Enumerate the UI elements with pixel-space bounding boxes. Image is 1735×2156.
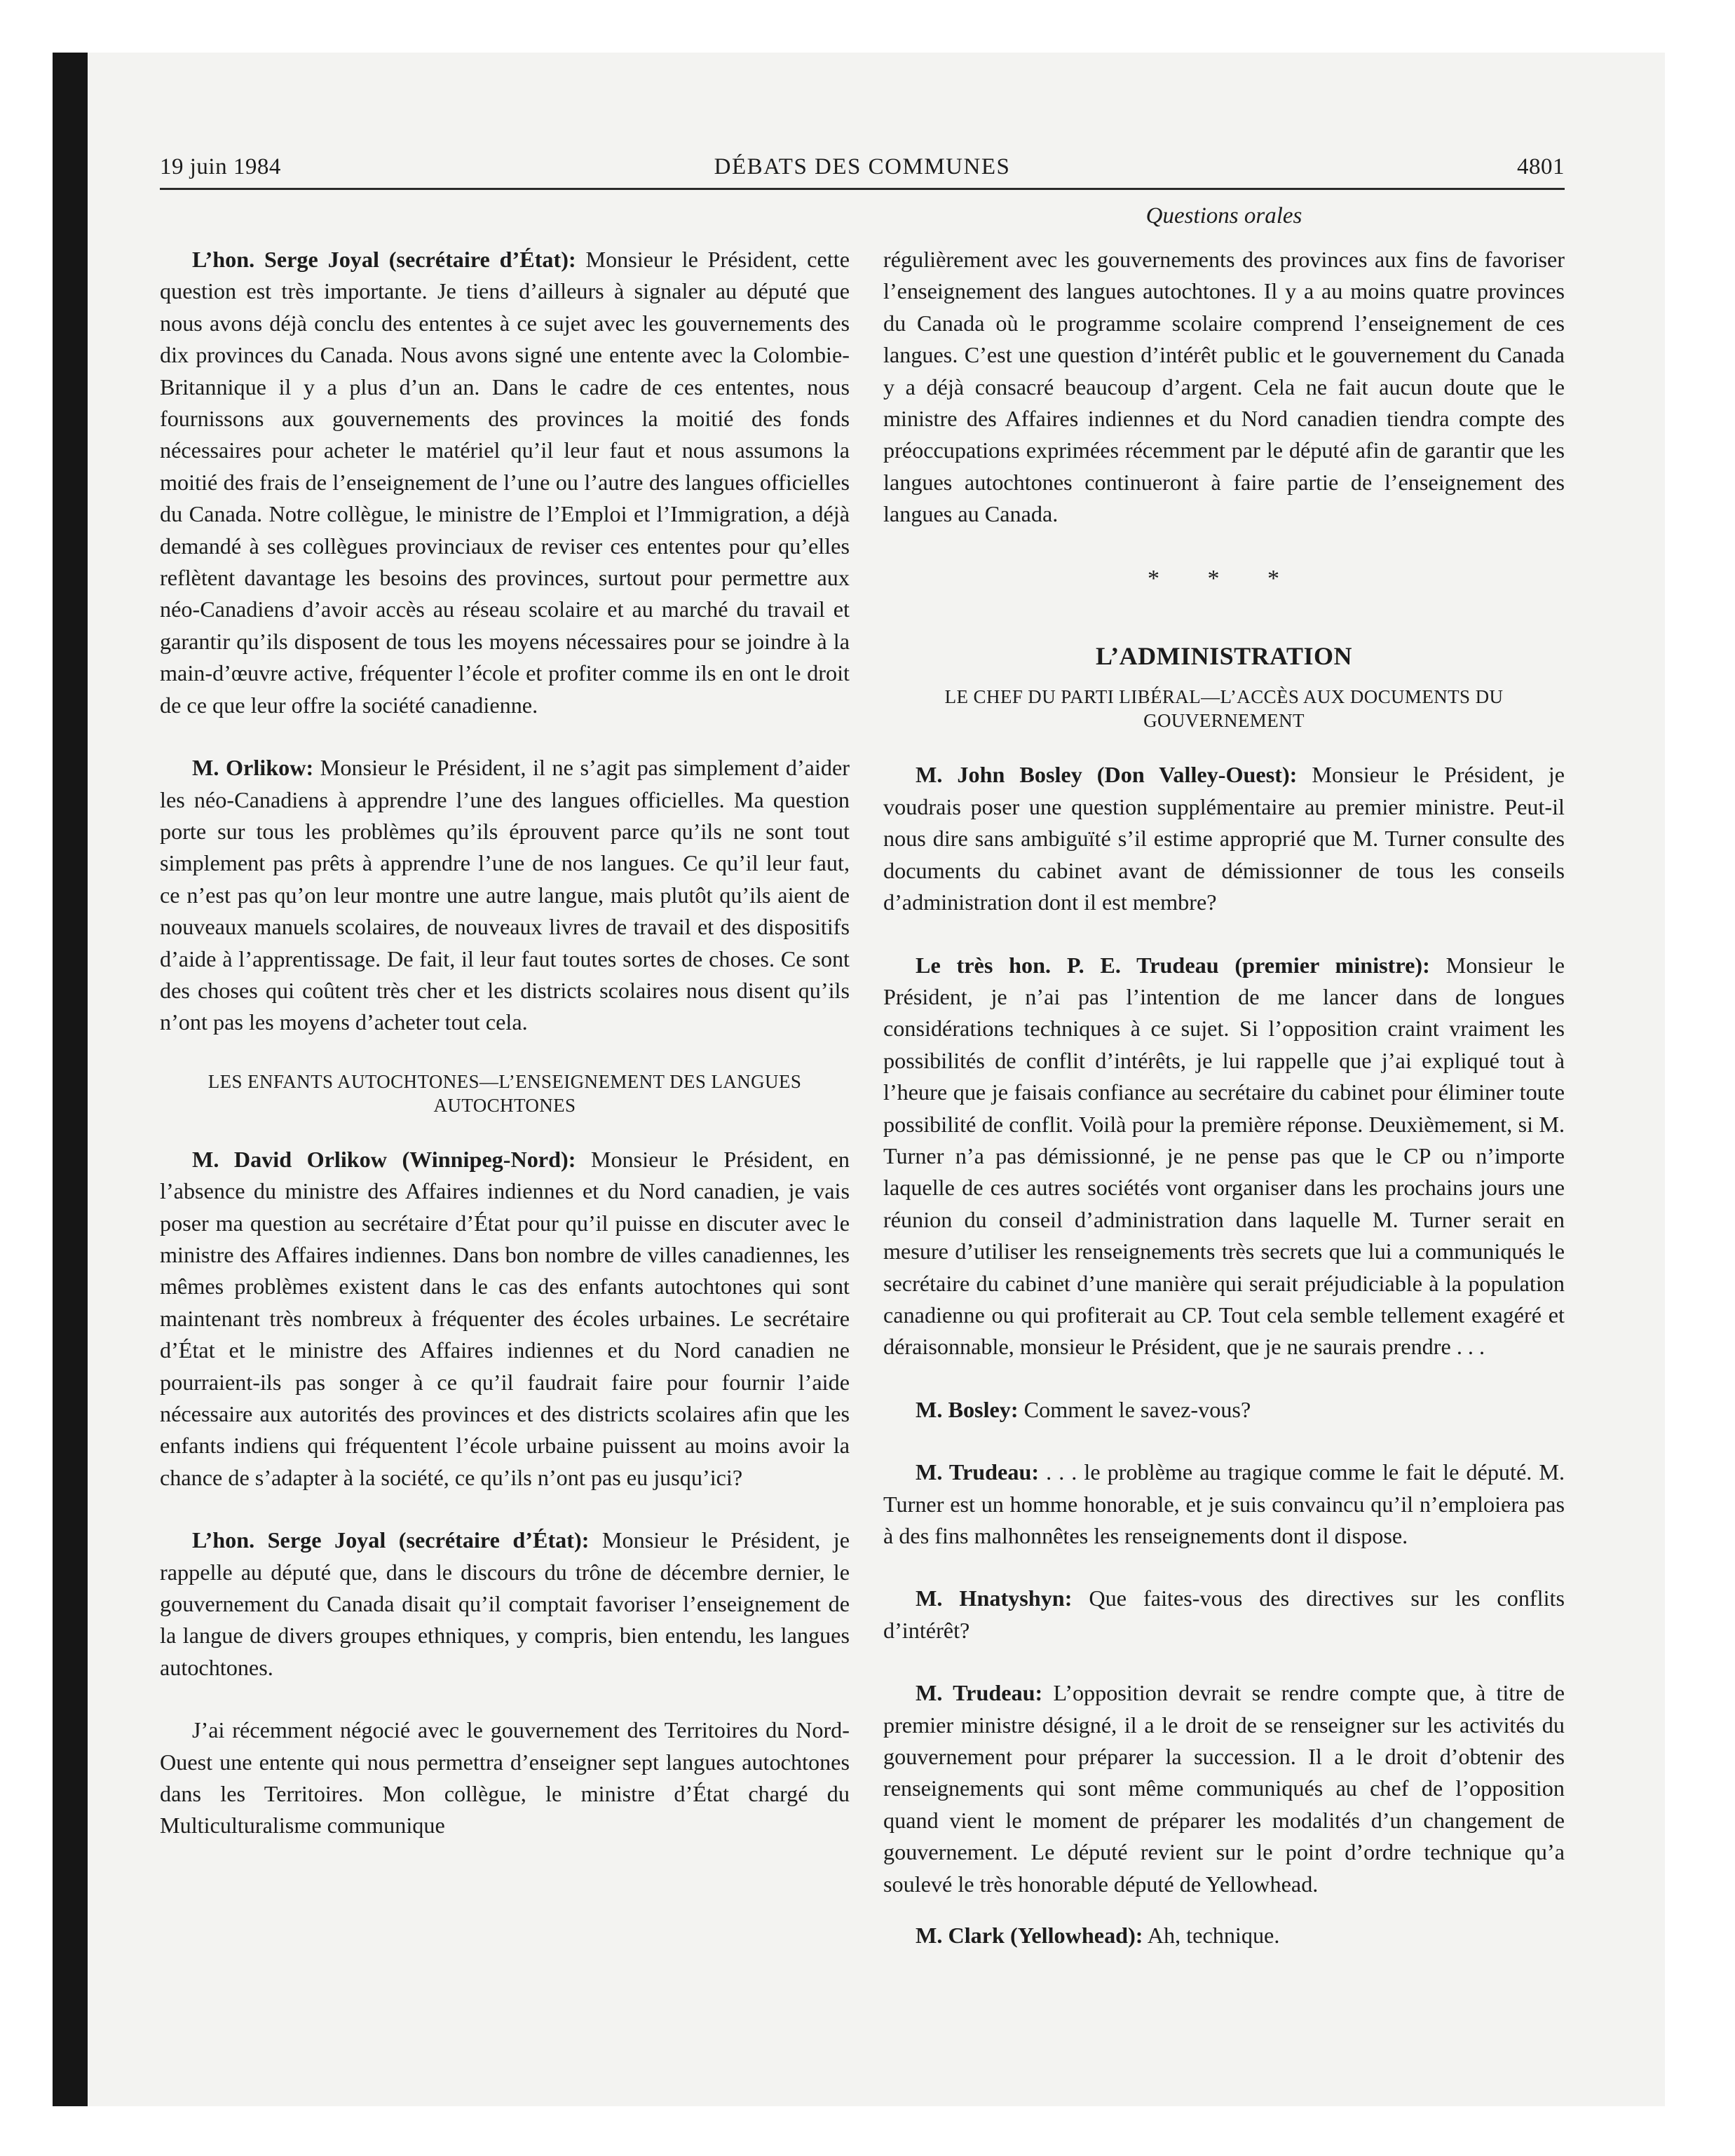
paragraph-trudeau-1 [883, 950, 1565, 1363]
paragraph-bosley-2 [883, 1394, 1565, 1426]
speaker-name: L’hon. Serge Joyal (secrétaire d’État): [192, 1527, 590, 1553]
speaker-name: Le très hon. P. E. Trudeau (premier ministre): [916, 952, 1430, 978]
speaker-name: M. Clark (Yellowhead): [916, 1923, 1143, 1949]
paragraph-clark [883, 1920, 1565, 1951]
header-date: 19 juin 1984 [160, 154, 281, 179]
paragraph-orlikow-2 [160, 1144, 850, 1494]
paragraph-orlikow-1 [160, 752, 850, 1039]
speech-text: Ah, technique. [1143, 1923, 1280, 1949]
speaker-name: M. John Bosley (Don Valley-Ouest): [916, 762, 1298, 788]
paragraph-joyal-3: J’ai récemment négocié avec le gouvernement des Territoires du Nord-Ouest une entente qui nous permettra d’enseigner sept langues autochtones dans les Territoires. Mon collègue, le ministre d’État chargé du Multiculturalisme communique [160, 1717, 850, 1838]
speech-text: Monsieur le Président, en l’absence du ministre des Affaires indiennes et du Nord canadien, je vais poser ma question au secrétaire d’État pour qu’il puisse en discuter avec le ministre des Affaires indiennes. Dans bon nombre de villes canadiennes, les mêmes problèmes existent dans le cas des enfants autochtones qui sont maintenant très nombreux à fréquenter des écoles urbaines. Le secrétaire d’État et le ministre des Affaires indiennes et du Nord canadien ne pourraient-ils pas songer à ce qu’il faudrait faire pour fournir l’aide nécessaire aux autorités des provinces et des districts scolaires afin que les enfants indiens qui fréquentent l’école urbaine puissent au moins avoir la chance de s’adapter à la société, ce qu’ils n’ont pas eu jusqu’ici? [160, 1146, 850, 1490]
topic-rubric: LE CHEF DU PARTI LIBÉRAL—L’ACCÈS AUX DOCUMENTS DU GOUVERNEMENT [944, 686, 1504, 732]
header-publication-title: DÉBATS DES COMMUNES [714, 154, 1011, 179]
speech-text: L’opposition devrait se rendre compte que, à titre de premier ministre désigné, il a le droit de se renseigner sur les activités du gouvernement pour préparer la succession. Il a le droit d’obtenir des renseignements qui sont même communiqués au chef de l’opposition quand vient le moment de préparer les modalités d’un changement de gouvernement. Le député revient sur le point d’ordre technique qu’a soulevé le très honorable député de Yellowhead. [883, 1680, 1565, 1897]
paragraph-continuation: régulièrement avec les gouvernements des provinces aux fins de favoriser l’enseignement des langues autochtones. Il y a au moins quatre provinces du Canada où le programme scolaire comprend l’enseignement de ces langues. C’est une question d’intérêt public et le gouvernement du Canada y a déjà consacré beaucoup d’argent. Cela ne fait aucun doute que le ministre des Affaires indiennes et du Nord canadien tiendra compte des préoccupations exprimées récemment par le député afin de garantir que les langues autochtones continueront à faire partie de l’enseignement des langues au Canada. [883, 247, 1565, 527]
speaker-name: M. Orlikow: [192, 755, 314, 781]
speech-text: Que faites-vous des directives sur les conflits d’intérêt? [883, 1585, 1565, 1643]
speaker-name: M. Trudeau: [916, 1459, 1040, 1485]
speaker-name: L’hon. Serge Joyal (secrétaire d’État): [192, 247, 576, 272]
section-subheading: Questions orales [1145, 203, 1302, 228]
speaker-name: M. Trudeau: [916, 1680, 1043, 1706]
speaker-name: M. David Orlikow (Winnipeg-Nord): [192, 1146, 576, 1172]
scan-binding-edge [53, 53, 88, 2106]
speech-text: Monsieur le Président, il ne s’agit pas simplement d’aider les néo-Canadiens à apprendre l’une des langues officielles. Ma question porte sur tous les problèmes qu’ils éprouvent parce qu’ils ne sont tout simplement pas prêts à apprendre l’une de nos langues. Ce qu’il leur faut, ce n’est pas qu’on leur montre une autre langue, mais plutôt qu’ils aient de nouveaux manuels scolaires, de nouveaux livres de travail et des dispositifs d’aide à l’apprentissage. De fait, il leur faut toutes sortes de choses. Ce sont des choses qui coûtent très cher et les districts scolaires nous disent qu’ils n’ont pas les moyens d’acheter tout cela. [160, 755, 850, 1035]
section-break-stars: * * * [1148, 565, 1300, 592]
right-column [883, 244, 1565, 1996]
paragraph-joyal-1 [160, 244, 850, 721]
paragraph-bosley-1 [883, 759, 1565, 918]
header-page-number: 4801 [1517, 154, 1565, 179]
speech-text: Monsieur le Président, je n’ai pas l’intention de me lancer dans de longues considérations techniques à ce sujet. Si l’opposition craint vraiment les possibilités de conflit d’intérêts, je lui rappelle que j’ai expliqué tout à l’heure que je faisais confiance au secrétaire du cabinet pour éliminer toute possibilité de conflit. Voilà pour la première réponse. Deuxièmement, si M. Turner n’a pas démissionné, je ne pense pas que le CP ou n’importe laquelle de ces autres sociétés vont organiser dans les prochains jours une réunion du conseil d’administration dans laquelle M. Turner serait en mesure d’utiliser les renseignements très secrets que lui a communiqués le secrétaire du cabinet d’une manière qui serait préjudiciable à la population canadienne ou qui profiterait au CP. Tout cela semble tellement exagéré et déraisonnable, monsieur le Président, que je ne saurais prendre . . . [883, 952, 1565, 1360]
paragraph-joyal-2 [160, 1524, 850, 1684]
speech-text: Monsieur le Président, je voudrais poser une question supplémentaire au premier ministre. Peut-il nous dire sans ambiguïté s’il estime approprié que M. Turner consulte des documents du cabinet avant de démissionner de tous les conseils d’administration dont il est membre? [883, 762, 1565, 915]
running-header [160, 154, 1565, 190]
paragraph-trudeau-3 [883, 1677, 1565, 1900]
section-heading: L’ADMINISTRATION [1095, 642, 1353, 671]
speech-text: . . . le problème au tragique comme le fait le député. M. Turner est un homme honorable, et je suis convaincu qu’il n’emploiera pas à des fins malhonnêtes les renseignements dont il dispose. [883, 1459, 1565, 1548]
topic-rubric: LES ENFANTS AUTOCHTONES—L’ENSEIGNEMENT DES LANGUES AUTOCHTONES [207, 1070, 802, 1116]
speech-text: Comment le savez-vous? [1018, 1396, 1251, 1422]
speaker-name: M. Hnatyshyn: [916, 1585, 1073, 1611]
left-column [160, 244, 850, 1996]
paragraph-trudeau-2 [883, 1456, 1565, 1552]
speech-text: Monsieur le Président, je rappelle au député que, dans le discours du trône de décembre dernier, le gouvernement du Canada disait qu’il comptait favoriser l’enseignement de la langue de divers groupes ethniques, y compris, bien entendu, les langues autochtones. [160, 1527, 850, 1680]
paragraph-hnatyshyn [883, 1583, 1565, 1646]
speech-text: Monsieur le Président, cette question est très importante. Je tiens d’ailleurs à signaler au député que nous avons déjà conclu des ententes à ce sujet avec les gouvernements des dix provinces du Canada. Nous avons signé une entente avec la Colombie-Britannique il y a plus d’un an. Dans le cadre de ces ententes, nous fournissons aux gouvernements des provinces la moitié des fonds nécessaires pour acheter le matériel qu’il leur faut et nous assumons la moitié des frais de l’enseignement de l’une ou l’autre des langues officielles du Canada. Notre collègue, le ministre de l’Emploi et l’Immigration, a déjà demandé à ses collègues provinciaux de reviser ces ententes pour qu’elles reflètent davantage les besoins des provinces, surtout pour permettre aux néo-Canadiens d’avoir accès au réseau scolaire et au marché du travail et garantir qu’ils disposent de tous les moyens nécessaires pour se joindre à la main-d’œuvre active, fréquenter l’école et profiter comme ils en ont le droit de ce que leur offre la société canadienne. [160, 247, 850, 718]
speaker-name: M. Bosley: [916, 1396, 1019, 1422]
